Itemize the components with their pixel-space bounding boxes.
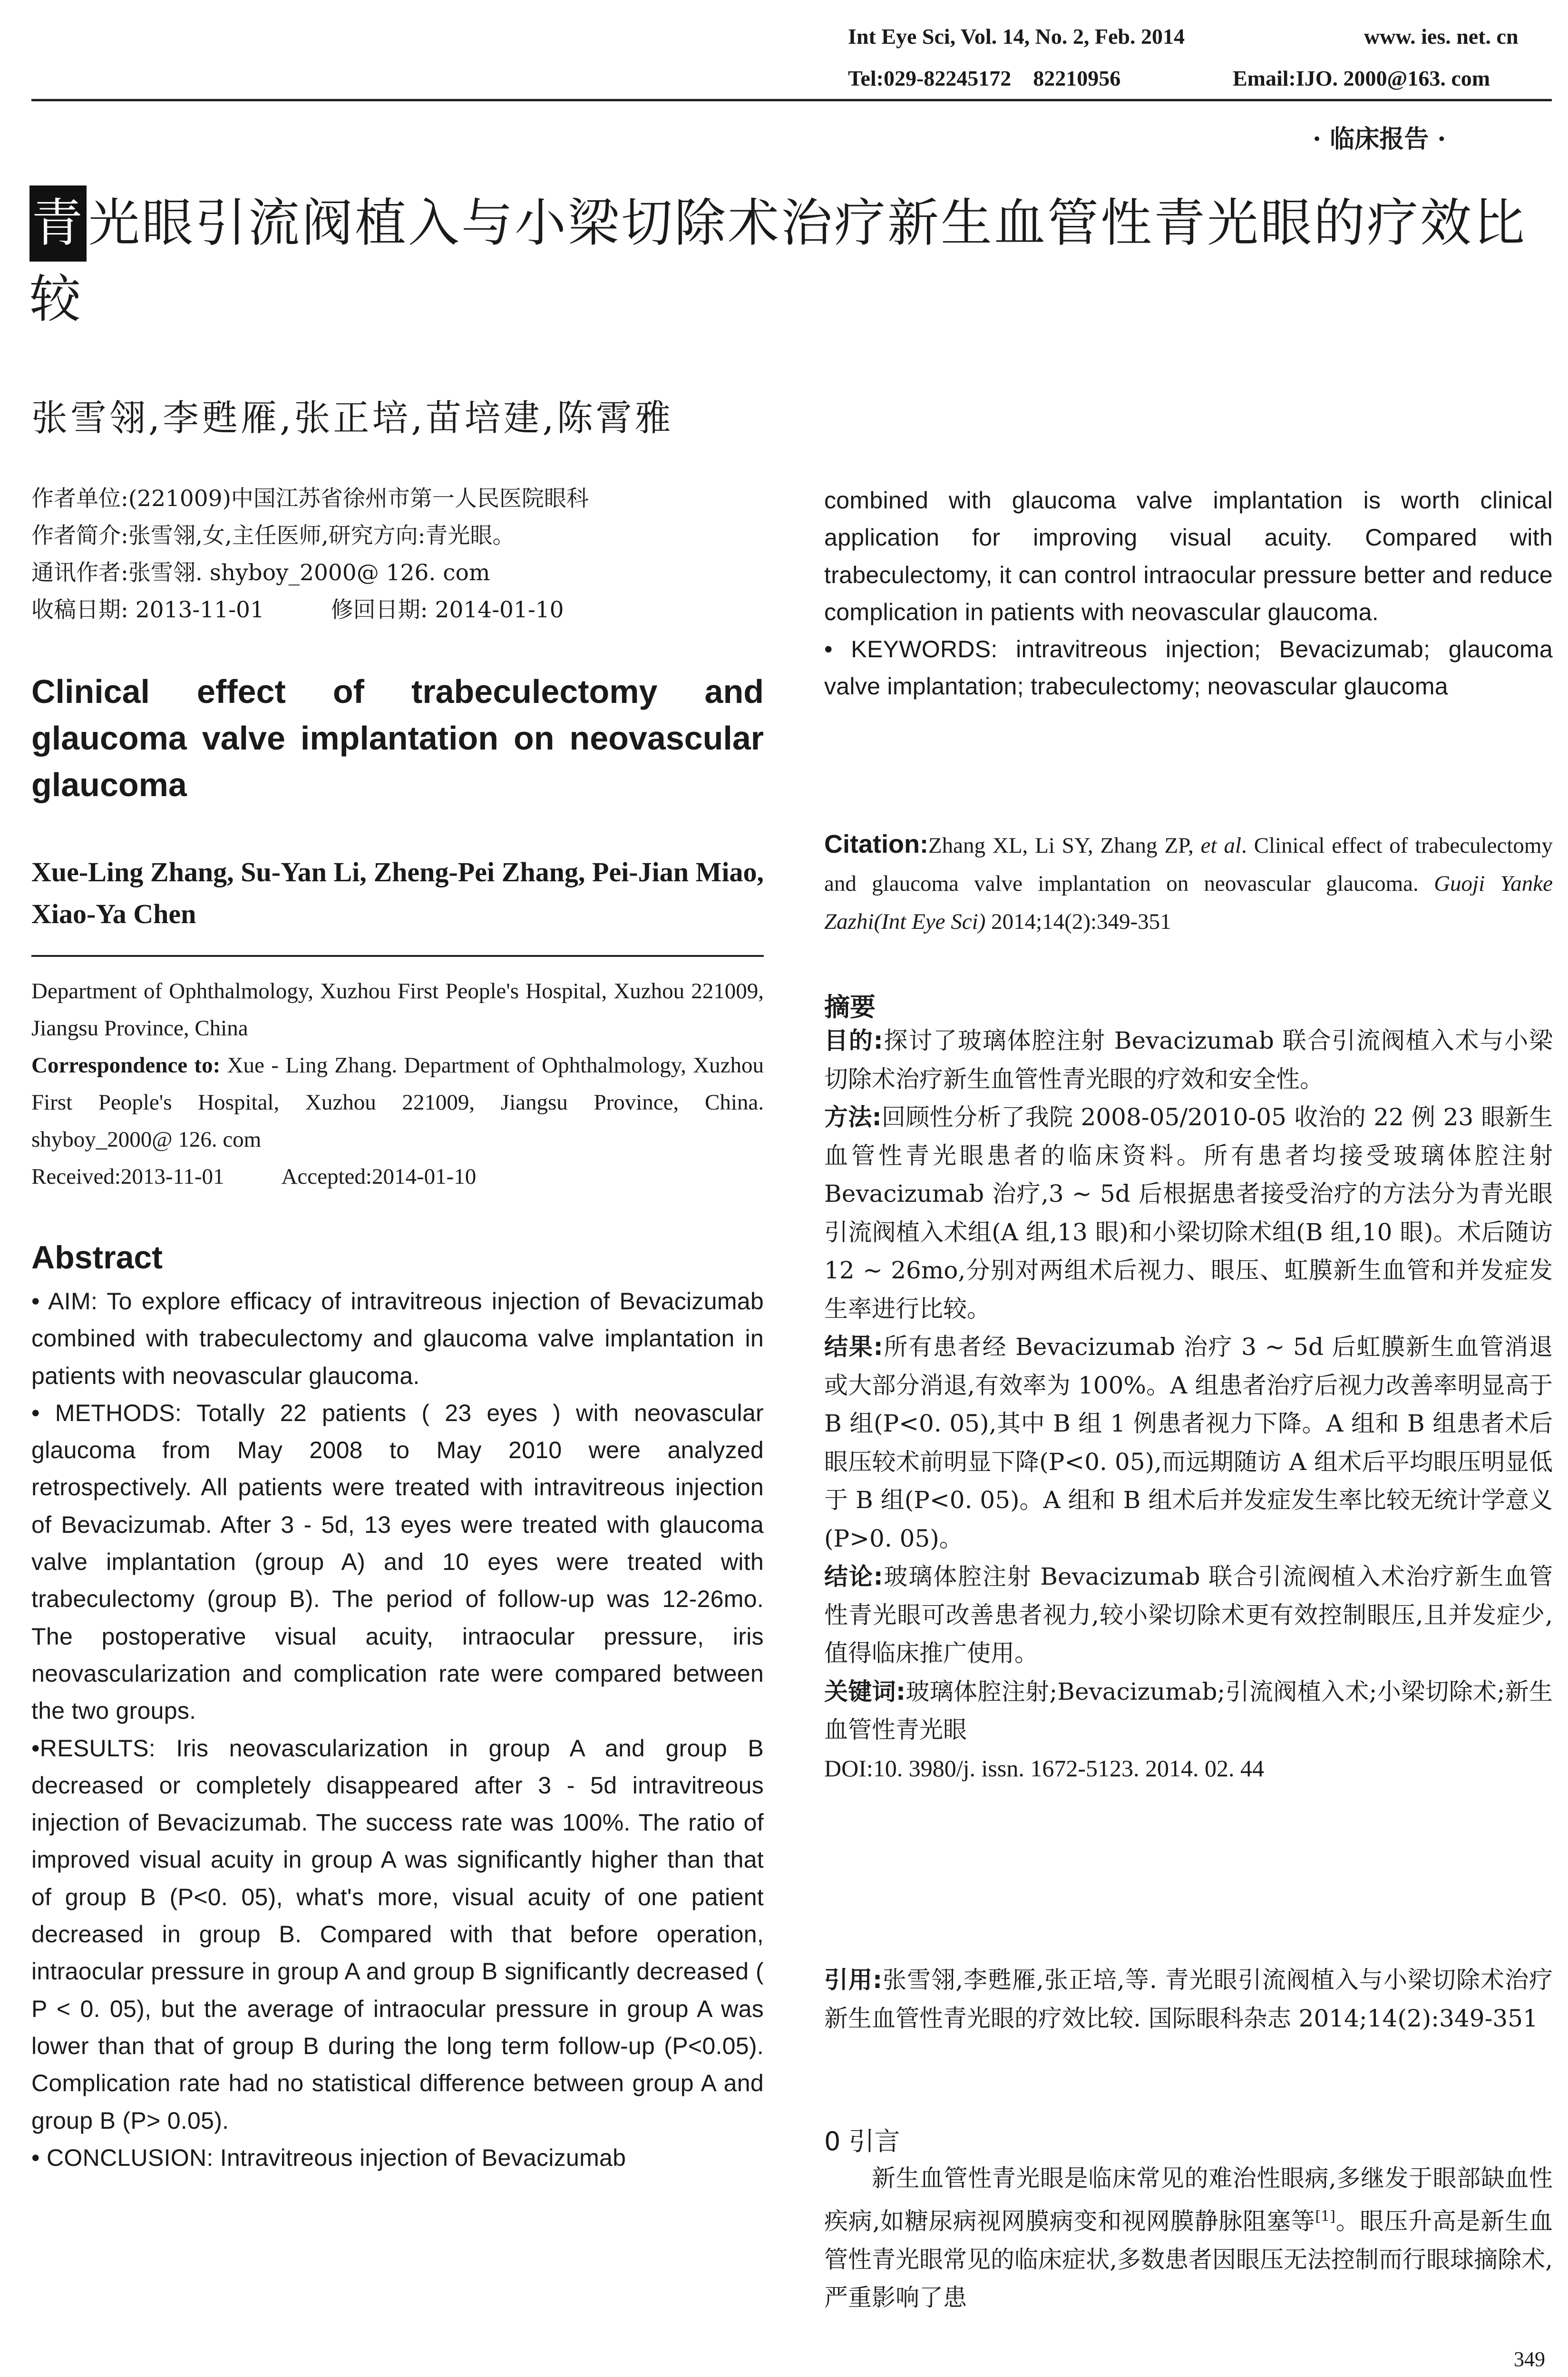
page-number: 349 [1514,2348,1545,2371]
cn-methods-text: 回顾性分析了我院 2008-05/2010-05 收治的 22 例 23 眼新生血管性青光眼患者的临床资料。所有患者均接受玻璃体腔注射 Bevacizumab 治疗,3 ~ 5d 后根据患者接受治疗的方法分为青光眼引流阀植入术组(A 组,13 眼)和小梁切除术组(B 组,10 眼)。术后随访 12 ~ 26mo,分别对两组术后视力、眼压、虹膜新生血管和并发症发生率进行比较。 [824,1103,1553,1323]
abstract-results: •RESULTS: Iris neovascularization in group A and group B decreased or completely disappeared after 3 - 5d intravitreous injection of Bevacizumab. The success rate was 100%. The ratio of improved visual acuity in group A was significantly higher than that of group B (P<0. 05), what's more, visual acuity of one patient decreased in group B. Compared with that before operation, intraocular pressure in group A and group B significantly decreased ( P < 0. 05), but the average of intraocular pressure in group A was lower than that of group B during the long term follow-up (P<0.05). Complication rate had no statistical difference between group A and group B (P> 0.05). [31,1734,764,2134]
english-abstract-body [31,1283,764,2176]
cn-results [824,1328,1553,1558]
affiliation-rule [31,955,764,957]
revised-date: 修回日期: 2014-01-10 [331,597,564,623]
intro-ref[interactable]: [1] [1315,2208,1335,2225]
authors-chinese: 张雪翎,李甦雁,张正培,苗培建,陈霄雅 [31,397,674,439]
received-accepted [31,1158,764,1195]
cn-citation-text: 张雪翎,李甦雁,张正培,等. 青光眼引流阀植入与小梁切除术治疗新生血管性青光眼的疗效比较. 国际眼科杂志 2014;14(2):349-351 [824,1966,1553,2032]
chinese-citation [824,1961,1553,2037]
cn-keywords-text: 玻璃体腔注射;Bevacizumab;引流阀植入术;小梁切除术;新生血管性青光眼 [824,1677,1553,1744]
abstract-conclusion-cont: combined with glaucoma valve implantation is worth clinical application for improving visual acuity. Compared with trabeculectomy, it can control intraocular pressure better and reduce complication in patients with neovascular glaucoma. [824,487,1553,625]
corresponding-author: 通讯作者:张雪翎. shyboy_2000@ 126. com [31,560,490,586]
title-rest: 光眼引流阀植入与小梁切除术治疗新生血管性青光眼的疗效比较 [29,194,1527,329]
cn-methods [824,1098,1553,1328]
correspondence-label: Correspondence to: [31,1053,221,1078]
header-rule [31,99,1552,101]
correspondence-text: Xue - Ling Zhang. Department of Ophthalmology, Xuzhou First People's Hospital, Xuzhou 221009, Jiangsu Province, China. shyboy_2000@ 126. com [31,1053,764,1152]
section-tag: · 临床报告 · [1313,125,1446,154]
article-title [29,185,1556,338]
abstract-heading: Abstract [31,1239,163,1276]
abstract-conclusion-start: • CONCLUSION: Intravitreous injection of Bevacizumab [31,2144,626,2171]
cn-keywords-label: 关键词: [824,1677,906,1705]
journal-tel: Tel:029-82245172 82210956 [848,66,1121,90]
english-authors: Xue-Ling Zhang, Su-Yan Li, Zheng-Pei Zhang, Pei-Jian Miao, Xiao-Ya Chen [31,857,764,929]
cn-results-text: 所有患者经 Bevacizumab 治疗 3 ~ 5d 后虹膜新生血管消退或大部分消退,有效率为 100%。A 组患者治疗后视力改善率明显高于 B 组(P<0. 05),其中 B 组 1 例患者视力下降。A 组和 B 组患者术后眼压较术前明显下降(P<0. 05),而远期随访 A 组术后平均眼压明显低于 B 组(P<0. 05)。A 组和 B 组术后并发症发生率比较无统计学意义(P>0. 05)。 [824,1333,1553,1552]
doi: DOI:10. 3980/j. issn. 1672-5123. 2014. 02. 44 [824,1754,1264,1782]
citation-tail: 2014;14(2):349-351 [991,909,1171,934]
journal-email: Email:IJO. 2000@163. com [1233,66,1490,90]
author-unit: 作者单位:(221009)中国江苏省徐州市第一人民医院眼科 [31,486,589,512]
received-revised-dates [31,592,764,629]
journal-volume-line: Int Eye Sci, Vol. 14, No. 2, Feb. 2014 [848,24,1185,49]
received-date: 收稿日期: 2013-11-01 [31,597,264,623]
citation-et-al: et al [1200,833,1242,858]
cn-results-label: 结果: [824,1333,883,1361]
intro-text-a: 新生血管性青光眼是临床常见的难治性眼病,多继发于眼部缺血性疾病,如糖尿病视网膜病变和视网膜静脉阻塞等 [824,2164,1553,2235]
affiliation-block [31,973,764,1195]
abstract-aim: • AIM: To explore efficacy of intravitreous injection of Bevacizumab combined with trabeculectomy and glaucoma valve implantation in patients with neovascular glaucoma. [31,1288,764,1389]
english-title: Clinical effect of trabeculectomy and glaucoma valve implantation on neovascular glaucoma [31,673,764,803]
chinese-abstract-body [824,1022,1553,1787]
cn-aim-text: 探讨了玻璃体腔注射 Bevacizumab 联合引流阀植入术与小梁切除术治疗新生血管性青光眼的疗效和安全性。 [824,1027,1553,1093]
citation-title: . Clinical effect of trabeculectomy and glaucoma valve implantation on neovascular glaucoma. [824,833,1553,896]
cn-conclusion-label: 结论: [824,1563,883,1590]
cn-citation-label: 引用: [824,1966,883,1994]
journal-website: www. ies. net. cn [1364,24,1519,49]
intro-text-b: 。眼压升高是新生血管性青光眼常见的临床症状,多数患者因眼压无法控制而行眼球摘除术,严重影响了患 [824,2207,1553,2312]
department: Department of Ophthalmology, Xuzhou First People's Hospital, Xuzhou 221009, Jiangsu Province, China [31,979,764,1041]
citation-label: Citation: [824,830,928,858]
cn-conclusion-text: 玻璃体腔注射 Bevacizumab 联合引流阀植入术治疗新生血管性青光眼可改善患者视力,较小梁切除术更有效控制眼压,且并发症少,值得临床推广使用。 [824,1563,1553,1667]
cn-aim [824,1022,1553,1098]
chinese-metadata [31,480,764,629]
cn-keywords [824,1673,1553,1749]
cn-aim-label: 目的: [824,1027,883,1054]
citation-block [824,825,1553,941]
cn-conclusion [824,1558,1553,1673]
abstract-keywords: • KEYWORDS: intravitreous injection; Bevacizumab; glaucoma valve implantation; trabeculectomy; neovascular glaucoma [824,636,1553,700]
intro-heading: 0 引言 [824,2126,900,2156]
citation-authors: Zhang XL, Li SY, Zhang ZP, [928,833,1194,858]
received-en: Received:2013-11-01 [31,1164,224,1189]
abstract-methods: • METHODS: Totally 22 patients ( 23 eyes ) with neovascular glaucoma from May 2008 to May 2010 were analyzed retrospectively. All patients were treated with intravitreous injection of Bevacizumab. After 3 - 5d, 13 eyes were treated with glaucoma valve implantation (group A) and 10 eyes were treated with trabeculectomy (group B). The period of follow-up was 12-26mo. The postoperative visual acuity, intraocular pressure, iris neovascularization and complication rate were compared between the two groups. [31,1399,764,1724]
title-first-char: 青 [29,185,87,262]
english-abstract-continued [824,482,1553,705]
author-profile: 作者简介:张雪翎,女,主任医师,研究方向:青光眼。 [31,523,515,549]
accepted-en: Accepted:2014-01-10 [281,1164,477,1189]
chinese-abstract-heading: 摘要 [824,992,876,1022]
correspondence [31,1047,764,1158]
intro-paragraph [824,2159,1553,2317]
cn-methods-label: 方法: [824,1103,882,1131]
citation-journal: Guoji Yanke Zazhi(Int Eye Sci) [824,871,1553,934]
